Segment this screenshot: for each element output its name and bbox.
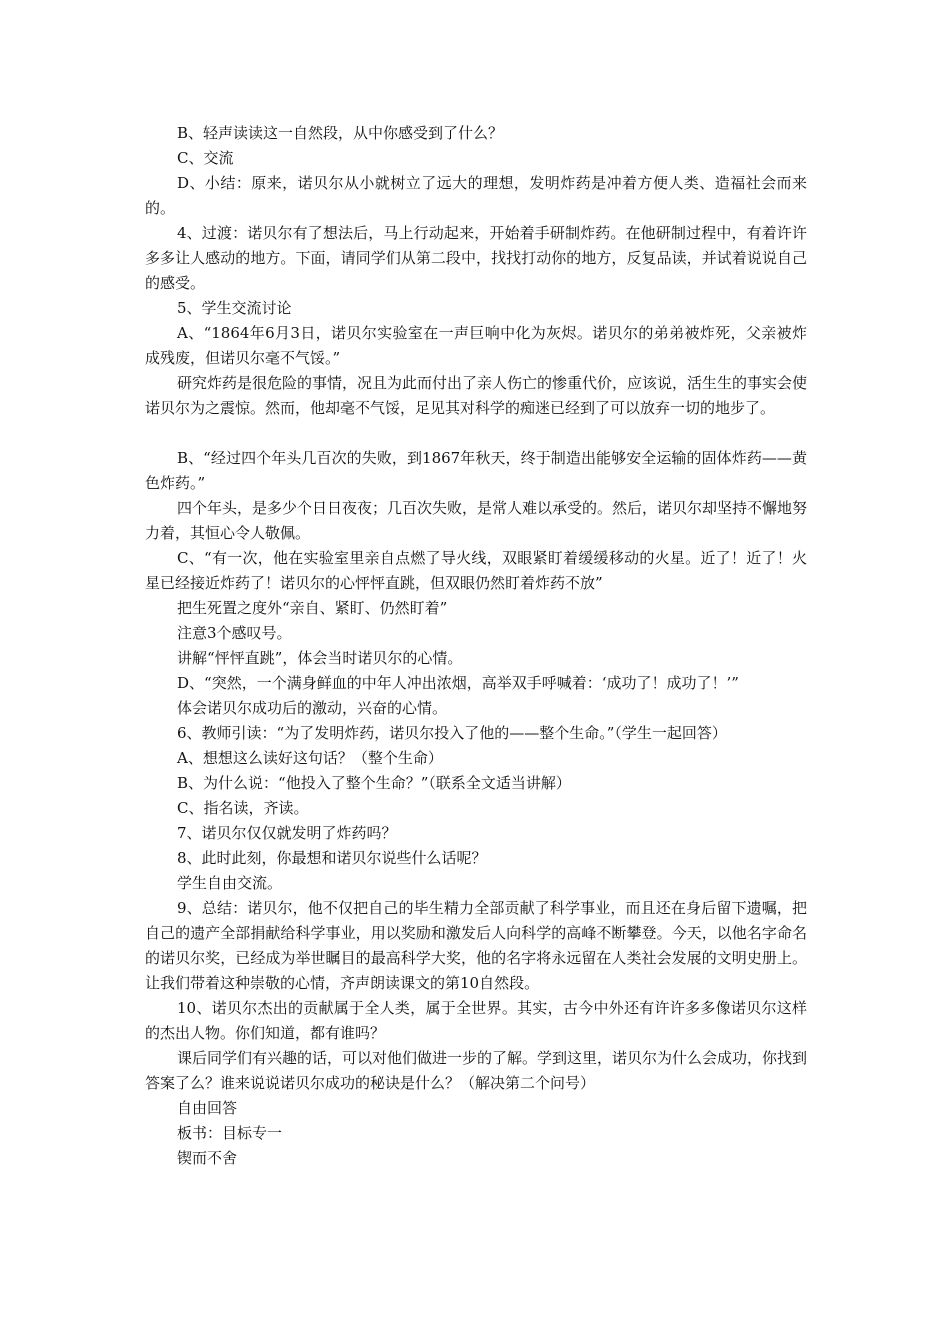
paragraph: 6、教师引读：“为了发明炸药，诺贝尔投入了他的——整个生命。”（学生一起回答） <box>177 724 727 742</box>
paragraph: 7、诺贝尔仅仅就发明了炸药吗？ <box>177 824 397 842</box>
paragraph: C、交流 <box>177 149 234 167</box>
paragraph: A、“1864年6月3日，诺贝尔实验室在一声巨响中化为灰烬。诺贝尔的弟弟被炸死，父亲被炸成残废，但诺贝尔毫不气馁。” <box>145 324 807 367</box>
paragraph: 锲而不舍 <box>177 1149 238 1167</box>
paragraph: A、想想这么读好这句话？（整个生命） <box>177 749 443 767</box>
paragraph: B、为什么说：“他投入了整个生命？”（联系全文适当讲解） <box>177 774 571 792</box>
paragraph: 注意3个感叹号。 <box>177 624 292 642</box>
paragraph: B、轻声读读这一自然段，从中你感受到了什么？ <box>177 124 504 142</box>
paragraph: 5、学生交流讨论 <box>177 299 292 317</box>
paragraph: C、“有一次，他在实验室里亲自点燃了导火线，双眼紧盯着缓缓移动的火星。近了！近了！火星已经接近炸药了！诺贝尔的心怦怦直跳，但双眼仍然盯着炸药不放” <box>145 549 807 592</box>
document-body <box>145 121 807 1171</box>
blank-line <box>145 421 807 446</box>
paragraph: D、“突然，一个满身鲜血的中年人冲出浓烟，高举双手呼喊着：‘成功了！成功了！’” <box>177 674 739 692</box>
paragraph: 把生死置之度外“亲自、紧盯、仍然盯着” <box>177 599 448 617</box>
paragraph: 研究炸药是很危险的事情，况且为此而付出了亲人伤亡的惨重代价，应该说，活生生的事实会使诺贝尔为之震惊。然而，他却毫不气馁，足见其对科学的痴迷已经到了可以放弃一切的地步了。 <box>145 374 808 417</box>
paragraph: 体会诺贝尔成功后的激动，兴奋的心情。 <box>177 699 448 717</box>
paragraph: 课后同学们有兴趣的话，可以对他们做进一步的了解。学到这里，诺贝尔为什么会成功，你找到答案了么？谁来说说诺贝尔成功的秘诀是什么？（解决第二个问号） <box>145 1049 808 1092</box>
paragraph: 四个年头，是多少个日日夜夜；几百次失败，是常人难以承受的。然后，诺贝尔却坚持不懈地努力着，其恒心令人敬佩。 <box>145 499 808 542</box>
paragraph: C、指名读，齐读。 <box>177 799 309 817</box>
paragraph: 4、过渡：诺贝尔有了想法后，马上行动起来，开始着手研制炸药。在他研制过程中，有着许许多多让人感动的地方。下面，请同学们从第二段中，找找打动你的地方，反复品读，并试着说说自己的感受。 <box>145 224 807 292</box>
paragraph: 板书：目标专一 <box>177 1124 283 1142</box>
paragraph: 10、诺贝尔杰出的贡献属于全人类，属于全世界。其实，古今中外还有许许多多像诺贝尔这样的杰出人物。你们知道，都有谁吗？ <box>145 999 807 1042</box>
paragraph: D、小结：原来，诺贝尔从小就树立了远大的理想，发明炸药是冲着方便人类、造福社会而来的。 <box>145 174 807 217</box>
paragraph: 自由回答 <box>177 1099 238 1117</box>
paragraph: B、“经过四个年头几百次的失败，到1867年秋天，终于制造出能够安全运输的固体炸药——黄色炸药。” <box>145 449 807 492</box>
paragraph: 8、此时此刻，你最想和诺贝尔说些什么话呢？ <box>177 849 487 867</box>
paragraph: 9、总结：诺贝尔，他不仅把自己的毕生精力全部贡献了科学事业，而且还在身后留下遗嘱，把自己的遗产全部捐献给科学事业，用以奖励和激发后人向科学的高峰不断攀登。今天，以他名字命名的诺贝尔奖，已经成为举世瞩目的最高科学大奖，他的名字将永远留在人类社会发展的文明史册上。让我们带着这种崇敬的心情，齐声朗读课文的第10自然段。 <box>145 899 807 992</box>
paragraph: 学生自由交流。 <box>177 874 283 892</box>
paragraph: 讲解“怦怦直跳”，体会当时诺贝尔的心情。 <box>177 649 463 667</box>
